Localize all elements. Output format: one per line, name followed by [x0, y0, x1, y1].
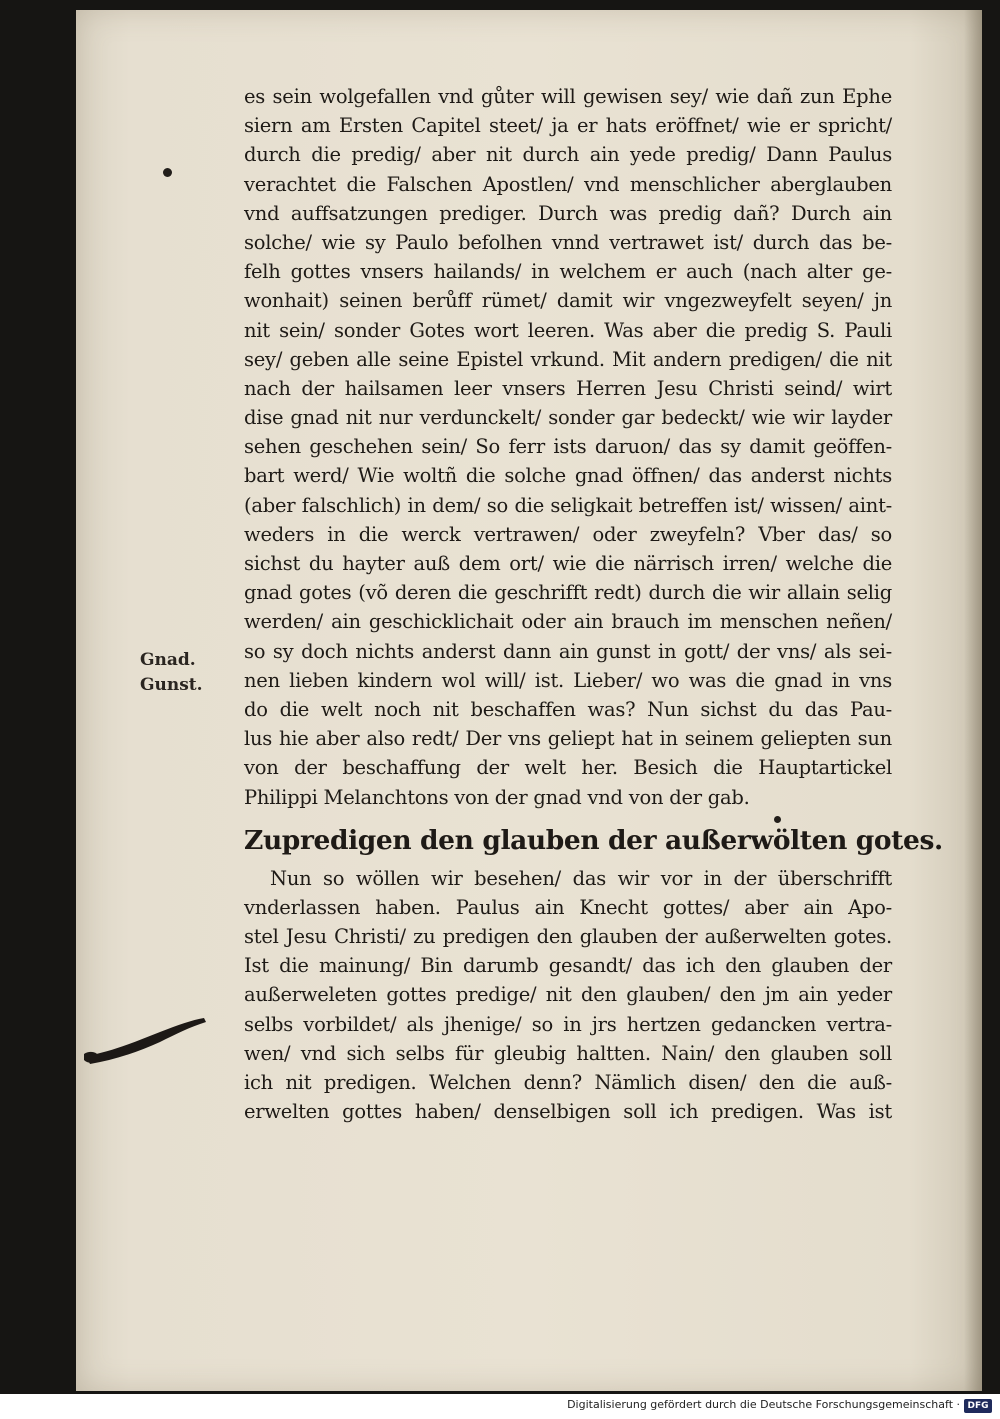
text-line: erwelten gottes haben/ denselbigen soll ich predigen. Was ist [244, 1100, 892, 1124]
text-line: vnd auffsatzungen prediger. Durch was predig dañ? Durch ain [244, 201, 892, 225]
text-line: weders in die werck vertrawen/ oder zweyfeln? Vber das/ so [244, 522, 892, 546]
marginal-note [140, 648, 203, 698]
funding-credit: Digitalisierung gefördert durch die Deutsche Forschungsgemeinschaft · [567, 1398, 960, 1411]
text-line: nen lieben kindern wol will/ ist. Lieber/ wo was die gnad in vns [244, 668, 892, 692]
text-line: felh gottes vnsers hailands/ in welchem er auch (nach alter ge- [244, 260, 892, 284]
text-line: nit sein/ sonder Gotes wort leeren. Was aber die predig S. Pauli [244, 318, 892, 342]
text-line: gnad gotes (võ deren die geschrifft redt) durch die wir allain selig [244, 581, 892, 605]
text-line: durch die predig/ aber nit durch ain yede predig/ Dann Paulus [244, 143, 892, 167]
text-line: lus hie aber also redt/ Der vns geliept hat in seinem geliepten sun [244, 727, 892, 751]
page-edge-shadow [964, 10, 982, 1391]
text-line: stel Jesu Christi/ zu predigen den glauben der außerwelten gotes. [244, 925, 892, 949]
marginal-note-line: Gunst. [140, 675, 203, 695]
text-line: so sy doch nichts anderst dann ain gunst in gott/ der vns/ als sei- [244, 639, 892, 663]
text-line: wonhait) seinen berůff rümet/ damit wir vngezweyfelt seyen/ jn [244, 289, 892, 313]
text-line: verachtet die Falschen Apostlen/ vnd menschlicher aberglauben [244, 172, 892, 196]
text-line: Philippi Melanchtons von der gnad vnd von der gab. [244, 785, 750, 809]
text-line: ich nit predigen. Welchen denn? Nämlich disen/ den die auß- [244, 1071, 892, 1094]
text-line: dise gnad nit nur verdunckelt/ sonder gar bedeckt/ wie wir layder [244, 406, 892, 430]
text-line: sichst du hayter auß dem ort/ wie die närrisch irren/ welche die [244, 552, 892, 575]
text-line: von der beschaffung der welt her. Besich die Hauptartickel [244, 756, 892, 780]
text-line: Nun so wöllen wir besehen/ das wir vor in der überschrifft [270, 866, 892, 890]
text-line: (aber falschlich) in dem/ so die seligkait betreffen ist/ wissen/ aint- [244, 493, 892, 517]
text-line: siern am Ersten Capitel steet/ ja er hats eröffnet/ wie er spricht/ [244, 114, 892, 138]
footer-bar [0, 1394, 1000, 1419]
dfg-logo: DFG [964, 1399, 992, 1413]
marginal-note-line: Gnad. [140, 650, 196, 670]
text-line: außerweleten gottes predige/ nit den glauben/ den jm ain yeder [244, 983, 892, 1007]
text-line: solche/ wie sy Paulo befolhen vnnd vertrawet ist/ durch das be- [244, 230, 892, 254]
text-line: sehen geschehen sein/ So ferr ists daruon/ das sy damit geöffen- [244, 435, 892, 459]
text-line: nach der hailsamen leer vnsers Herren Jesu Christi seind/ wirt [244, 376, 892, 400]
text-line: bart werd/ Wie woltñ die solche gnad öffnen/ das anderst nichts [244, 464, 892, 488]
ink-blot [163, 168, 172, 177]
text-line: Ist die mainung/ Bin darumb gesandt/ das ich den glauben der [244, 954, 892, 978]
text-line: sey/ geben alle seine Epistel vrkund. Mit andern predigen/ die nit [244, 347, 892, 371]
ink-stroke-mark [80, 1000, 210, 1070]
text-line: do die welt noch nit beschaffen was? Nun sichst du das Pau- [244, 697, 892, 721]
text-line: vnderlassen haben. Paulus ain Knecht gottes/ aber ain Apo- [244, 895, 892, 919]
section-heading: Zupredigen den glauben der außerwölten gotes. [244, 824, 943, 856]
text-line: es sein wolgefallen vnd gůter will gewisen sey/ wie dañ zun Ephe [244, 85, 892, 108]
text-line: werden/ ain geschicklichait oder ain brauch im menschen neñen/ [244, 610, 892, 634]
text-line: selbs vorbildet/ als jhenige/ so in jrs hertzen gedancken vertra- [244, 1012, 892, 1036]
text-line: wen/ vnd sich selbs für gleubig haltten. Nain/ den glauben soll [244, 1041, 892, 1065]
main-text-block [244, 82, 943, 1126]
